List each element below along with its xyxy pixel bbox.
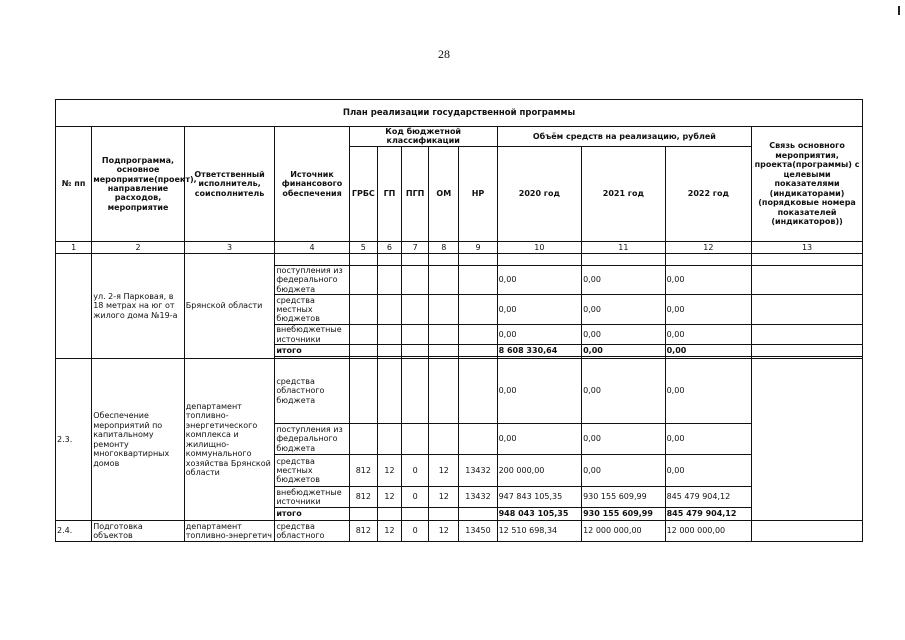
code-om: 12 xyxy=(429,455,459,487)
header-2020: 2020 год xyxy=(497,146,582,241)
column-number: 4 xyxy=(275,241,349,253)
amount-2020: 0,00 xyxy=(497,424,582,455)
amount-2022: 0,00 xyxy=(665,295,752,325)
header-grbs: ГРБС xyxy=(349,146,377,241)
column-number: 8 xyxy=(429,241,459,253)
amount-2021: 0,00 xyxy=(582,455,666,487)
amount-2022: 845 479 904,12 xyxy=(665,508,752,521)
header-volume: Объём средств на реализацию, рублей xyxy=(497,127,752,147)
cont-activity: ул. 2-я Парковая, в 18 метрах на юг от жилого дома №19-а xyxy=(92,253,185,358)
source-cell: внебюджетные источники xyxy=(275,325,349,345)
source-cell: средства областного xyxy=(275,521,349,542)
source-cell: средства местных бюджетов xyxy=(275,455,349,487)
amount-2021: 0,00 xyxy=(582,265,666,294)
amount-2022: 0,00 xyxy=(665,455,752,487)
column-number: 6 xyxy=(377,241,401,253)
code-np: 13432 xyxy=(459,487,497,508)
header-subprogram: Подпрограмма, основное мероприятие(проект), направление расходов, мероприятие xyxy=(92,127,185,242)
table-title: План реализации государственной программы xyxy=(56,100,863,127)
column-number: 13 xyxy=(752,241,863,253)
header-np: НР xyxy=(459,146,497,241)
item-activity: Обеспечение мероприятий по капитальному ремонту многоквартирных домов xyxy=(92,359,185,521)
code-om: 12 xyxy=(429,487,459,508)
code-grbs: 812 xyxy=(349,455,377,487)
item-number: 2.3. xyxy=(56,359,92,521)
code-grbs: 812 xyxy=(349,521,377,542)
header-executor: Ответственный исполнитель, соисполнитель xyxy=(184,127,275,242)
code-np: 13432 xyxy=(459,455,497,487)
amount-2021: 12 000 000,00 xyxy=(582,521,666,542)
amount-2020: 0,00 xyxy=(497,265,582,294)
amount-2022: 0,00 xyxy=(665,265,752,294)
item-number: 2.4. xyxy=(56,521,92,542)
amount-2020: 200 000,00 xyxy=(497,455,582,487)
amount-2021: 0,00 xyxy=(582,424,666,455)
amount-2021: 0,00 xyxy=(582,345,666,357)
amount-2022: 845 479 904,12 xyxy=(665,487,752,508)
header-2022: 2022 год xyxy=(665,146,752,241)
amount-2020: 948 043 105,35 xyxy=(497,508,582,521)
code-pgp: 0 xyxy=(402,521,429,542)
code-pgp: 0 xyxy=(402,487,429,508)
column-number: 3 xyxy=(184,241,275,253)
source-cell: поступления из федерального бюджета xyxy=(275,265,349,294)
header-om: ОМ xyxy=(429,146,459,241)
code-om: 12 xyxy=(429,521,459,542)
source-cell: средства областного бюджета xyxy=(275,359,349,424)
item-activity: Подготовка объектов xyxy=(92,521,185,542)
amount-2020: 12 510 698,34 xyxy=(497,521,582,542)
program-plan-table xyxy=(55,99,863,542)
amount-2022: 0,00 xyxy=(665,359,752,424)
code-np: 13450 xyxy=(459,521,497,542)
table-row xyxy=(56,521,863,542)
amount-2022: 0,00 xyxy=(665,424,752,455)
table-row xyxy=(56,359,863,424)
amount-2021: 0,00 xyxy=(582,359,666,424)
column-number: 2 xyxy=(92,241,185,253)
column-number: 9 xyxy=(459,241,497,253)
header-2021: 2021 год xyxy=(582,146,666,241)
code-gp: 12 xyxy=(377,521,401,542)
source-cell: итого xyxy=(275,508,349,521)
amount-2022: 0,00 xyxy=(665,325,752,345)
code-gp: 12 xyxy=(377,487,401,508)
column-number: 10 xyxy=(497,241,582,253)
amount-2021: 930 155 609,99 xyxy=(582,487,666,508)
column-number: 11 xyxy=(582,241,666,253)
amount-2020: 0,00 xyxy=(497,295,582,325)
column-number: 7 xyxy=(402,241,429,253)
header-gp: ГП xyxy=(377,146,401,241)
amount-2020: 8 608 330,64 xyxy=(497,345,582,357)
item-executor: департамент топливно-энергетич xyxy=(184,521,275,542)
amount-2022: 0,00 xyxy=(665,345,752,357)
code-pgp: 0 xyxy=(402,455,429,487)
column-number: 5 xyxy=(349,241,377,253)
header-link: Связь основного мероприятия, проекта(программы) с целевыми показателями (индикаторами) (порядковые номера показателей (индикаторов)) xyxy=(752,127,863,242)
amount-2022: 12 000 000,00 xyxy=(665,521,752,542)
amount-2020: 0,00 xyxy=(497,325,582,345)
source-cell: средства местных бюджетов xyxy=(275,295,349,325)
amount-2020: 947 843 105,35 xyxy=(497,487,582,508)
cont-num-cell xyxy=(56,253,92,358)
amount-2020: 0,00 xyxy=(497,359,582,424)
column-number: 1 xyxy=(56,241,92,253)
header-num: № пп xyxy=(56,127,92,242)
column-number: 12 xyxy=(665,241,752,253)
code-gp: 12 xyxy=(377,455,401,487)
header-source: Источник финансового обеспечения xyxy=(275,127,349,242)
code-grbs: 812 xyxy=(349,487,377,508)
header-row-1 xyxy=(56,127,863,147)
header-pgp: ПГП xyxy=(402,146,429,241)
amount-2021: 930 155 609,99 xyxy=(582,508,666,521)
source-cell: поступления из федерального бюджета xyxy=(275,424,349,455)
header-budget-code: Код бюджетной классификации xyxy=(349,127,497,147)
source-cell: внебюджетные источники xyxy=(275,487,349,508)
amount-2021: 0,00 xyxy=(582,325,666,345)
item-executor: департамент топливно-энергетического комплекса и жилищно-коммунального хозяйства Брянской области xyxy=(184,359,275,521)
table-title-row xyxy=(56,100,863,127)
cont-executor: Брянской области xyxy=(184,253,275,358)
table-row xyxy=(56,253,863,265)
column-number-row xyxy=(56,241,863,253)
source-cell: итого xyxy=(275,345,349,357)
page-number: 28 xyxy=(438,47,450,61)
amount-2021: 0,00 xyxy=(582,295,666,325)
scan-edge-mark xyxy=(898,6,900,15)
